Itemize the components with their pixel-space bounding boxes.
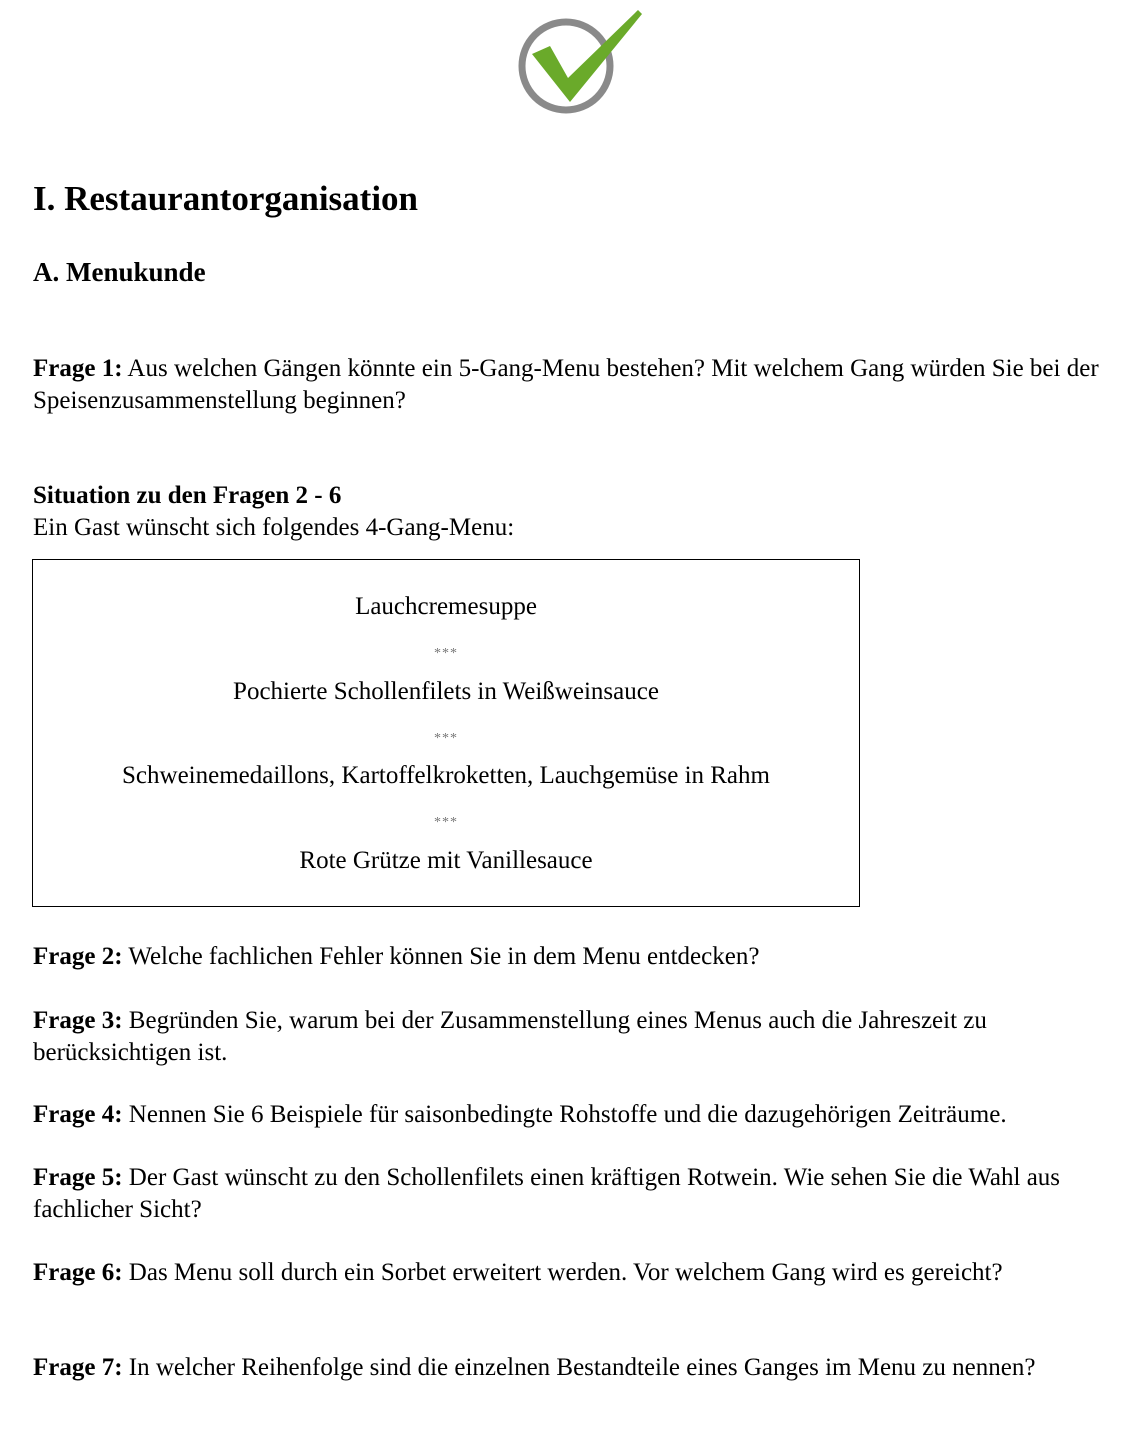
- question-label: Frage 5:: [33, 1164, 123, 1191]
- question-text: Begründen Sie, warum bei der Zusammenstellung eines Menus auch die Jahreszeit zu berücksichtigen ist.: [33, 1007, 987, 1066]
- question-text: Nennen Sie 6 Beispiele für saisonbedingte Rohstoffe und die dazugehörigen Zeiträume.: [122, 1101, 1007, 1128]
- question-4: [33, 1099, 1113, 1131]
- question-label: Frage 2:: [33, 943, 123, 970]
- question-5: [33, 1162, 1113, 1226]
- course-separator: ***: [434, 646, 458, 661]
- question-6: [33, 1257, 1113, 1289]
- question-text: Der Gast wünscht zu den Schollenfilets einen kräftigen Rotwein. Wie sehen Sie die Wahl aus fachlicher Sicht?: [33, 1164, 1061, 1223]
- question-text: Aus welchen Gängen könnte ein 5-Gang-Menu bestehen? Mit welchem Gang würden Sie bei der Speisenzusammenstellung beginnen?: [33, 355, 1099, 414]
- course-separator: ***: [434, 815, 458, 830]
- question-1: [33, 353, 1113, 417]
- situation-title: Situation zu den Fragen 2 - 6: [33, 482, 342, 509]
- menu-course: Rote Grütze mit Vanillesauce: [299, 847, 593, 874]
- menu-course: Lauchcremesuppe: [355, 593, 537, 620]
- question-3: [33, 1005, 1113, 1069]
- situation-intro: Ein Gast wünscht sich folgendes 4-Gang-Menu:: [33, 514, 515, 541]
- question-text: Das Menu soll durch ein Sorbet erweitert werden. Vor welchem Gang wird es gereicht?: [122, 1259, 1003, 1286]
- menu-card: [32, 559, 860, 907]
- question-2: [33, 941, 1113, 973]
- course-separator: ***: [434, 731, 458, 746]
- question-text: In welcher Reihenfolge sind die einzelnen Bestandteile eines Ganges im Menu zu nennen?: [122, 1354, 1036, 1381]
- question-label: Frage 6:: [33, 1259, 123, 1286]
- question-text: Welche fachlichen Fehler können Sie in dem Menu entdecken?: [122, 943, 760, 970]
- question-label: Frage 3:: [33, 1007, 123, 1034]
- question-label: Frage 4:: [33, 1101, 123, 1128]
- question-label: Frage 7:: [33, 1354, 123, 1381]
- subsection-heading: A. Menukunde: [33, 257, 206, 287]
- section-heading: I. Restaurantorganisation: [33, 179, 419, 218]
- question-7: [33, 1352, 1113, 1384]
- checkmark-circle-icon: [512, 4, 644, 116]
- situation: [33, 480, 1113, 544]
- question-label: Frage 1:: [33, 355, 123, 382]
- menu-course: Pochierte Schollenfilets in Weißweinsauce: [233, 678, 659, 705]
- menu-course: Schweinemedaillons, Kartoffelkroketten, Lauchgemüse in Rahm: [122, 762, 770, 789]
